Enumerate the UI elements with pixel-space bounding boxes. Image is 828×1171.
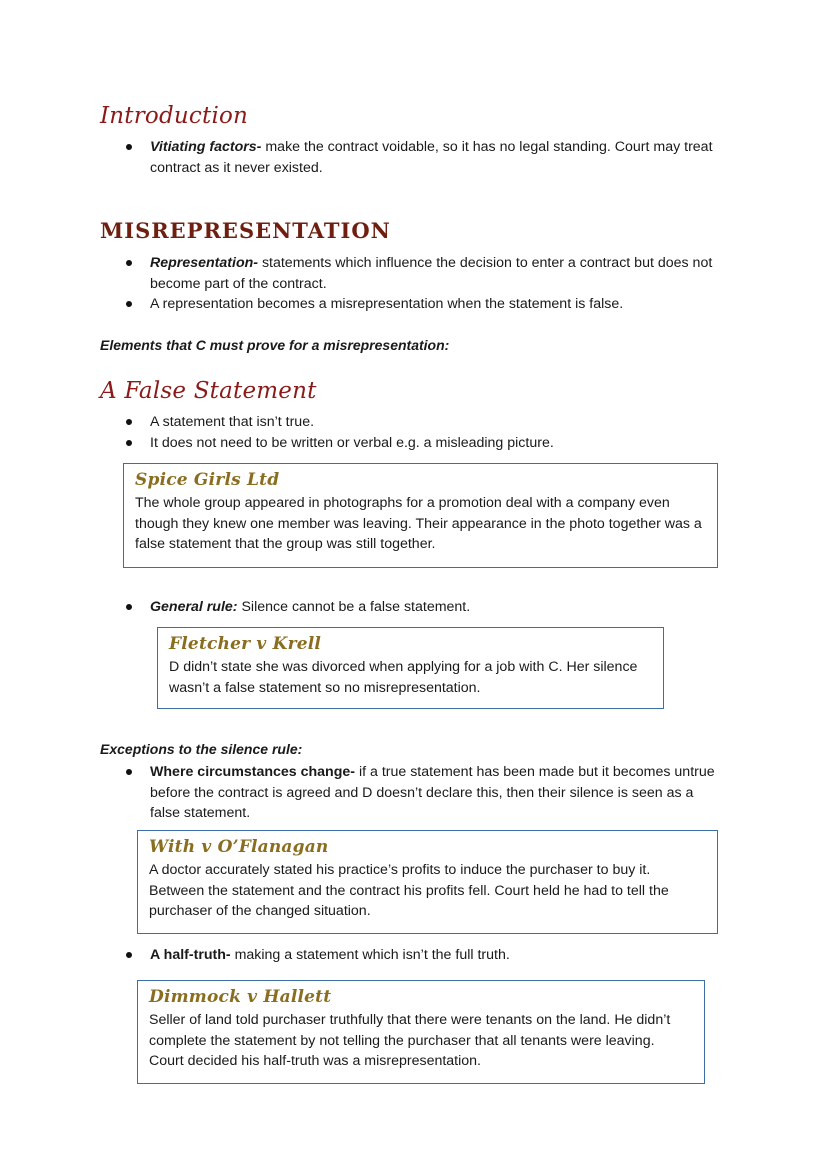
bullet-icon [126, 144, 132, 150]
misrep-bullet-1 [150, 253, 720, 294]
bullet-icon [126, 952, 132, 958]
intro-bullet [150, 137, 730, 178]
false-statement-bullet-1 [150, 412, 730, 433]
case-title: With v O’Flanagan [149, 837, 329, 857]
bullet-icon [126, 419, 132, 425]
elements-heading: Elements that C must prove for a misrepresentation: [100, 337, 450, 353]
exceptions-heading: Exceptions to the silence rule: [100, 741, 303, 757]
misrep-heading: MISREPRESENTATION [100, 218, 391, 243]
bullet-text: if a true statement has been made but it becomes untrue before the contract is agreed and D doesn’t declare this, then their silence is seen as a false statement. [150, 764, 715, 821]
bullet-icon [126, 301, 132, 307]
misrep-bullet-2 [150, 294, 730, 315]
bullet-icon [126, 440, 132, 446]
bullet-text: Silence cannot be a false statement. [237, 599, 471, 615]
bullet-text: It does not need to be written or verbal e.g. a misleading picture. [150, 435, 554, 451]
bullet-term: General rule: [150, 599, 238, 615]
case-text: A doctor accurately stated his practice’s profits to induce the purchaser to buy it. Between the statement and the contract his profits fell. Court held he had to tell the purchaser of the changed situation. [149, 862, 669, 919]
intro-heading: Introduction [100, 103, 249, 129]
bullet-term: Representation- [150, 255, 258, 271]
false-statement-heading: A False Statement [100, 378, 317, 404]
case-text: Seller of land told purchaser truthfully that there were tenants on the land. He didn’t complete the statement by not telling the purchaser that all tenants were leaving. Court decided his half-truth was a misrepresentation. [149, 1012, 671, 1069]
case-title: Dimmock v Hallett [149, 987, 332, 1007]
case-box-spice-girls [123, 463, 718, 568]
bullet-text: make the contract voidable, so it has no legal standing. Court may treat contract as it never existed. [150, 139, 713, 176]
false-statement-bullet-2 [150, 433, 730, 454]
bullet-text: statements which influence the decision to enter a contract but does not become part of the contract. [150, 255, 713, 292]
bullet-icon [126, 604, 132, 610]
case-text: D didn’t state she was divorced when applying for a job with C. Her silence wasn’t a false statement so no misrepresentation. [169, 659, 638, 696]
case-title: Fletcher v Krell [169, 634, 322, 654]
exceptions-bullet-2 [150, 945, 730, 966]
case-box-fletcher-v-krell [157, 627, 664, 709]
case-box-dimmock-v-hallett [137, 980, 705, 1084]
bullet-text: making a statement which isn’t the full truth. [230, 947, 510, 963]
bullet-icon [126, 769, 132, 775]
case-title: Spice Girls Ltd [135, 470, 280, 490]
bullet-term: Where circumstances change- [150, 764, 356, 780]
bullet-term: A half-truth- [150, 947, 231, 963]
bullet-icon [126, 260, 132, 266]
case-box-with-v-oflanagan [137, 830, 718, 934]
bullet-term: Vitiating factors- [150, 139, 262, 155]
general-rule-bullet [150, 597, 730, 618]
case-text: The whole group appeared in photographs for a promotion deal with a company even though they knew one member was leaving. Their appearance in the photo together was a false statement that the group was still together. [135, 495, 702, 552]
bullet-text: A statement that isn’t true. [150, 414, 315, 430]
bullet-text: A representation becomes a misrepresentation when the statement is false. [150, 296, 624, 312]
exceptions-bullet-1 [150, 762, 722, 824]
